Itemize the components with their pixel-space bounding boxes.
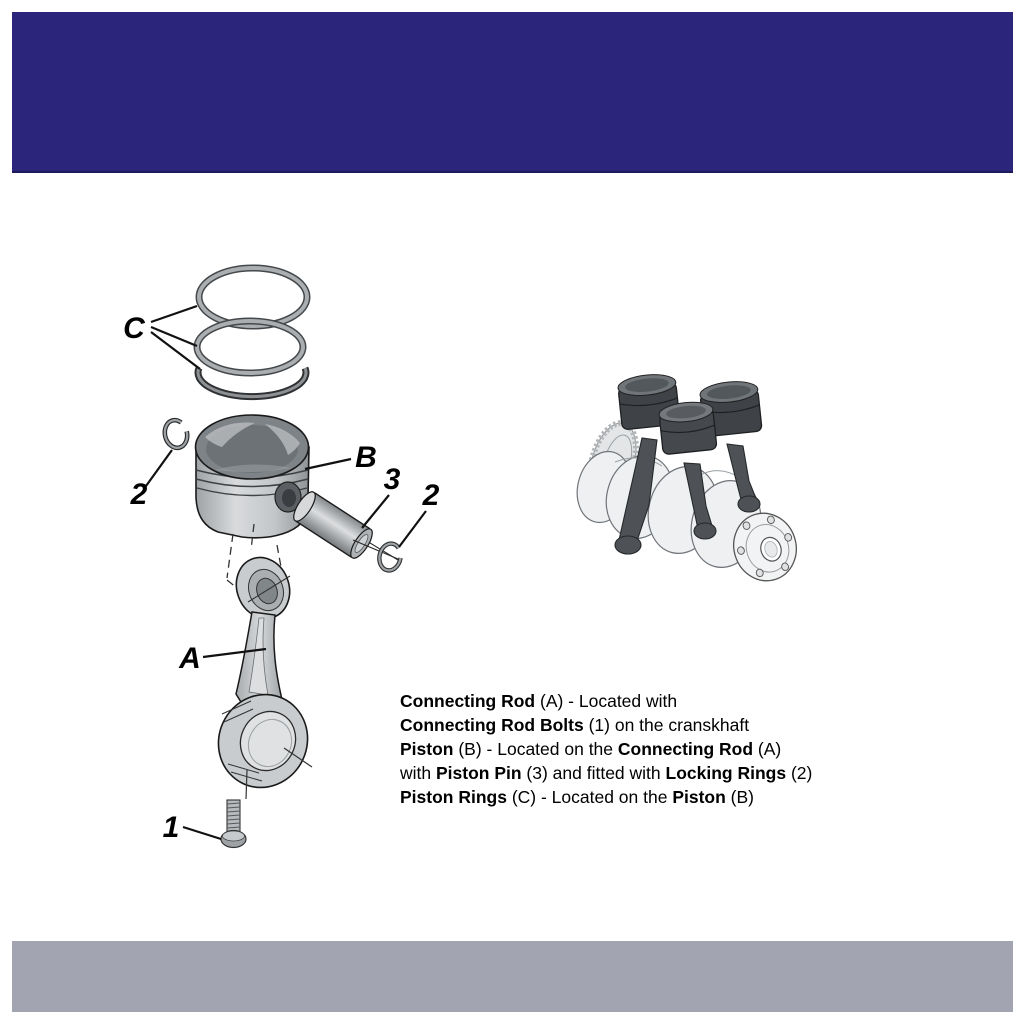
caption-line	[400, 713, 900, 737]
caption-text: (A)	[753, 739, 782, 759]
piston-rings-drawing	[197, 268, 307, 397]
crankshaft-assembly-drawing	[570, 372, 805, 589]
caption-line	[400, 689, 900, 713]
caption-term: Connecting Rod Bolts	[400, 715, 584, 735]
caption-term: Connecting Rod	[400, 691, 536, 711]
caption-text: (B) - Located on the	[453, 739, 618, 759]
caption-term: Piston	[672, 787, 726, 807]
caption-term: Connecting Rod	[617, 739, 754, 759]
caption-line	[400, 785, 900, 809]
label-piston-pin: 3	[383, 463, 401, 496]
rings-leader-lines	[151, 306, 200, 369]
label-connecting-rod: A	[179, 642, 201, 675]
caption-text: with	[400, 763, 436, 783]
caption-text: (A) - Located with	[535, 691, 678, 711]
caption-term: Locking Rings	[665, 763, 787, 783]
locking-ring-left-leader	[146, 450, 172, 486]
caption-term: Piston Rings	[400, 787, 507, 807]
caption-text: (B)	[725, 787, 755, 807]
caption-text: (2)	[786, 763, 813, 783]
locking-ring-left-drawing	[162, 418, 190, 450]
caption-text: (3) and fitted with	[521, 763, 666, 783]
label-piston-rings: C	[123, 312, 145, 345]
caption-term: Piston	[400, 739, 454, 759]
piston-drawing	[196, 415, 310, 538]
locking-ring-right-leader	[399, 511, 426, 547]
connecting-rod-drawing	[203, 550, 322, 802]
caption-text: (1) on the cranskhaft	[583, 715, 750, 735]
exploded-view-group	[123, 268, 439, 848]
label-locking-ring-left: 2	[130, 478, 148, 511]
caption-text: (C) - Located on the	[506, 787, 673, 807]
rod-bolt-leader	[183, 827, 221, 839]
pin-leader	[362, 495, 389, 528]
assembly-pistons	[617, 372, 762, 455]
label-locking-ring-right: 2	[422, 479, 440, 512]
caption-line	[400, 761, 900, 785]
label-piston: B	[355, 441, 377, 474]
caption-term: Piston Pin	[435, 763, 522, 783]
label-rod-bolt: 1	[162, 811, 180, 844]
caption-line	[400, 737, 900, 761]
caption	[400, 689, 900, 809]
piston-leader	[305, 459, 351, 469]
